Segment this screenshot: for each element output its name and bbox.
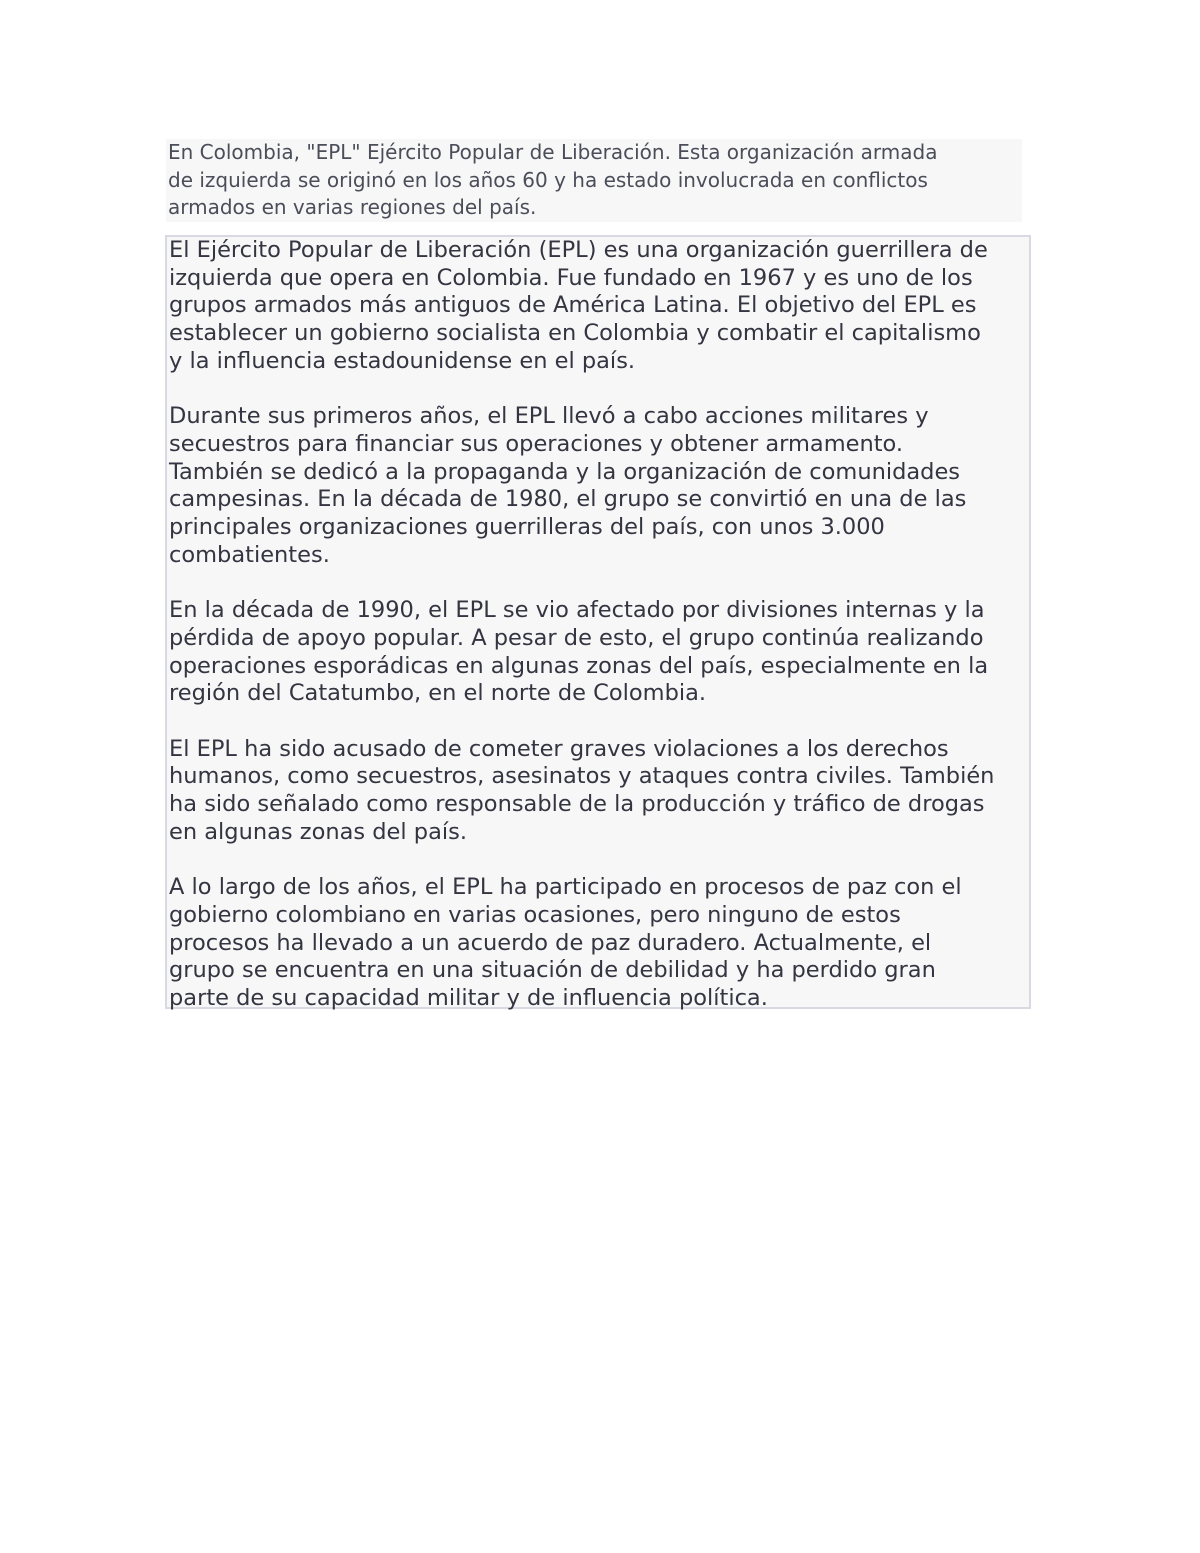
answer-paragraph-2: Durante sus primeros años, el EPL llevó a cabo acciones militares y secuestros para financiar sus operaciones y obtener armamento. También se dedicó a la propaganda y la organización de comunidades campesinas. En la década de 1980, el grupo se convirtió en una de las principales organizaciones guerrilleras del país, con unos 3.000 combatientes. <box>169 403 967 568</box>
answer-paragraph-1: El Ejército Popular de Liberación (EPL) es una organización guerrillera de izquierda que opera en Colombia. Fue fundado en 1967 y es uno de los grupos armados más antiguos de América Latina. El objetivo del EPL es establecer un gobierno socialista en Colombia y combatir el capitalismo y la influencia estadounidense en el país. <box>169 237 988 374</box>
intro-text: En Colombia, "EPL" Ejército Popular de Liberación. Esta organización armada de izquierda se originó en los años 60 y ha estado involucrada en conflictos armados en varias regiones del país. <box>166 139 1022 222</box>
answer-box <box>165 235 1031 1009</box>
answer-paragraph-4: El EPL ha sido acusado de cometer graves violaciones a los derechos humanos, como secuestros, asesinatos y ataques contra civiles. También ha sido señalado como responsable de la producción y tráfico de drogas en algunas zonas del país. <box>169 735 995 845</box>
answer-paragraph-5: A lo largo de los años, el EPL ha participado en procesos de paz con el gobierno colombiano en varias ocasiones, pero ninguno de estos procesos ha llevado a un acuerdo de paz duradero. Actualmente, el grupo se encuentra en una situación de debilidad y ha perdido gran parte de su capacidad militar y de influencia política. <box>169 874 962 1011</box>
answer-paragraph-3: En la década de 1990, el EPL se vio afectado por divisiones internas y la pérdida de apoyo popular. A pesar de esto, el grupo continúa realizando operaciones esporádicas en algunas zonas del país, especialmente en la región del Catatumbo, en el norte de Colombia. <box>169 597 989 707</box>
